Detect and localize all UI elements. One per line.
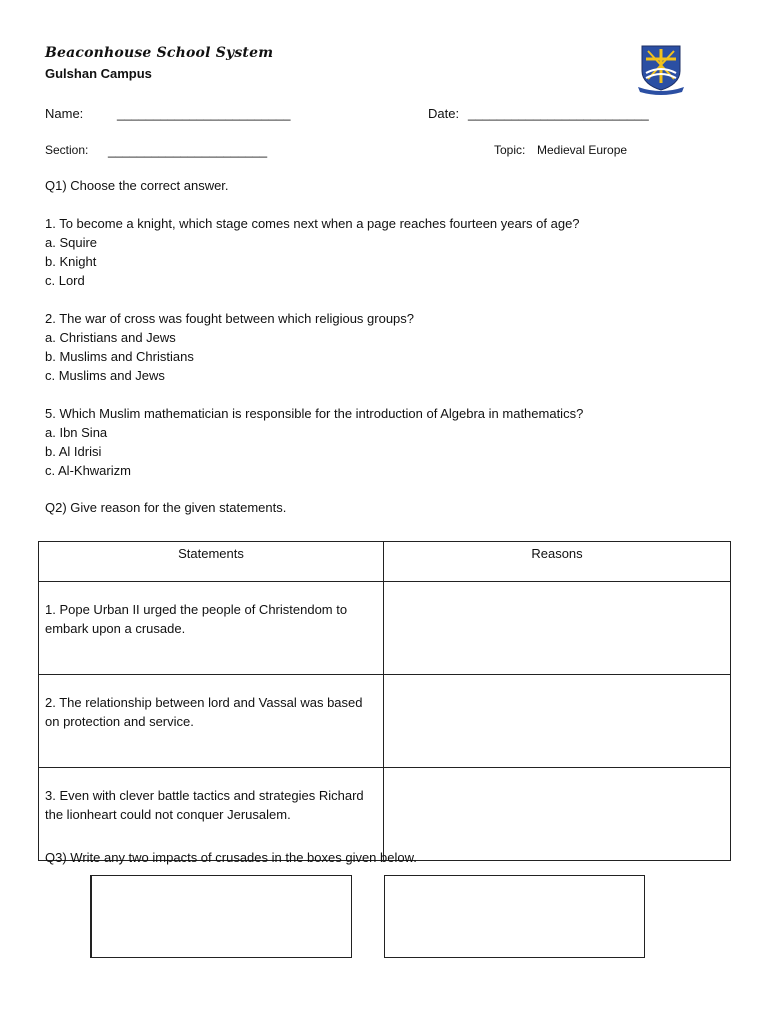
- date-field[interactable]: _________________________: [468, 106, 649, 121]
- q3-heading: Q3) Write any two impacts of crusades in the boxes given below.: [45, 850, 417, 865]
- topic-value: Medieval Europe: [537, 143, 628, 157]
- option-c[interactable]: c. Al-Khwarizm: [45, 463, 131, 478]
- school-crest-icon: [636, 43, 686, 95]
- option-b[interactable]: b. Al Idrisi: [45, 444, 102, 459]
- option-b[interactable]: b. Muslims and Christians: [45, 349, 194, 364]
- option-a[interactable]: a. Squire: [45, 235, 98, 250]
- question-text: 5. Which Muslim mathematician is responsible for the introduction of Algebra in mathematics?: [45, 406, 584, 421]
- option-c[interactable]: c. Lord: [45, 273, 85, 288]
- name-field[interactable]: ________________________: [117, 106, 291, 121]
- statements-header: Statements: [39, 542, 384, 582]
- question-text: 1. To become a knight, which stage comes next when a page reaches fourteen years of age?: [45, 216, 580, 231]
- question-2: [45, 309, 414, 385]
- impact-box-1[interactable]: [90, 875, 352, 958]
- option-a[interactable]: a. Ibn Sina: [45, 425, 108, 440]
- section-field[interactable]: ______________________: [108, 143, 268, 158]
- school-name: Beaconhouse School System: [45, 45, 274, 61]
- impact-box-2[interactable]: [384, 875, 645, 958]
- statement-cell: 1. Pope Urban II urged the people of Christendom to embark upon a crusade.: [39, 582, 384, 675]
- reasons-table: [38, 541, 731, 861]
- section-label: Section:: [45, 143, 89, 157]
- option-b[interactable]: b. Knight: [45, 254, 97, 269]
- statement-cell: 2. The relationship between lord and Vassal was based on protection and service.: [39, 675, 384, 768]
- table-row: [39, 582, 731, 675]
- table-row: [39, 675, 731, 768]
- option-a[interactable]: a. Christians and Jews: [45, 330, 176, 345]
- name-label: Name:: [45, 106, 84, 121]
- reason-cell[interactable]: [384, 582, 731, 675]
- date-label: Date:: [428, 106, 460, 121]
- reason-cell[interactable]: [384, 768, 731, 861]
- campus-name: Gulshan Campus: [45, 66, 152, 81]
- reasons-header: Reasons: [384, 542, 731, 582]
- q1-heading: Q1) Choose the correct answer.: [45, 178, 229, 193]
- reason-cell[interactable]: [384, 675, 731, 768]
- q2-heading: Q2) Give reason for the given statements.: [45, 500, 287, 515]
- question-text: 2. The war of cross was fought between which religious groups?: [45, 311, 415, 326]
- topic-label: Topic:: [494, 143, 526, 157]
- table-row: [39, 768, 731, 861]
- statement-cell: 3. Even with clever battle tactics and strategies Richard the lionheart could not conquer Jerusalem.: [39, 768, 384, 861]
- question-5: [45, 404, 583, 480]
- question-1: [45, 214, 580, 290]
- option-c[interactable]: c. Muslims and Jews: [45, 368, 165, 383]
